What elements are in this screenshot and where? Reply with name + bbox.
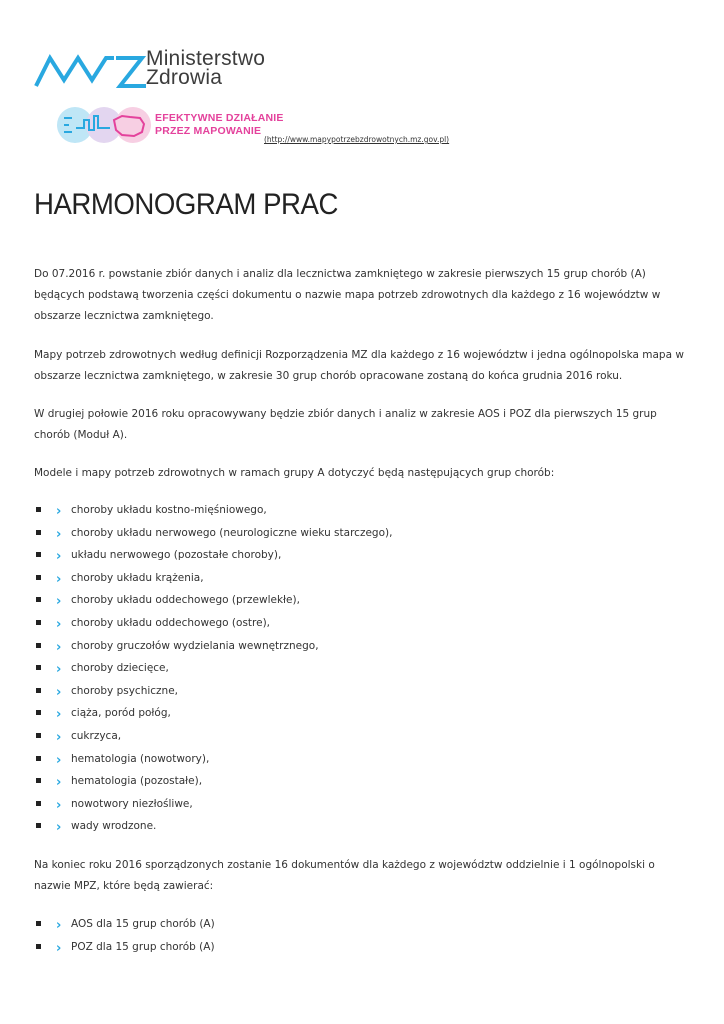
chevron-right-icon: ›: [56, 729, 62, 745]
square-bullet-icon: [36, 733, 41, 738]
chevron-right-icon: ›: [56, 594, 62, 610]
list-item-text: choroby układu krążenia,: [71, 571, 204, 584]
campaign-logo: [56, 106, 152, 144]
square-bullet-icon: [36, 552, 41, 557]
ministry-name-line1: Ministerstwo: [146, 47, 266, 70]
page-title: HARMONOGRAM PRAC: [34, 188, 338, 221]
square-bullet-icon: [36, 620, 41, 625]
chevron-right-icon: ›: [56, 526, 62, 542]
chevron-right-icon: ›: [56, 639, 62, 655]
square-bullet-icon: [36, 944, 41, 949]
list-item-text: wady wrodzone.: [71, 820, 157, 833]
campaign-line1: EFEKTYWNE DZIAŁANIE: [155, 112, 284, 124]
chevron-right-icon: ›: [56, 707, 62, 723]
list-item-text: układu nerwowego (pozostałe choroby),: [71, 549, 282, 562]
chevron-right-icon: ›: [56, 752, 62, 768]
paragraph-mpz-summary: Na koniec roku 2016 sporządzonych zostanie 16 dokumentów dla każdego z województw oddzielnie i 1 ogólnopolski o nazwie MPZ, które będą zawierać:: [34, 859, 655, 892]
square-bullet-icon: [36, 575, 41, 580]
source-link[interactable]: (http://www.mapypotrzebzdrowotnych.mz.gov.pl): [264, 135, 450, 144]
ministry-name-line2: Zdrowia: [146, 66, 223, 89]
square-bullet-icon: [36, 801, 41, 806]
list-item-text: choroby układu kostno-mięśniowego,: [71, 504, 267, 516]
paragraph-schedule-a: Do 07.2016 r. powstanie zbiór danych i analiz dla lecznictwa zamkniętego w zakresie pierwszych 15 grup chorób (A) będących podstawą tworzenia części dokumentu o nazwie mapa potrzeb zdrowotnych dla każdego z 16 województw w obszarze lecznictwa zamkniętego.: [34, 268, 661, 322]
campaign-line2: PRZEZ MAPOWANIE: [155, 125, 262, 137]
square-bullet-icon: [36, 710, 41, 715]
paragraph-disease-groups-intro: Modele i mapy potrzeb zdrowotnych w ramach grupy A dotyczyć będą następujących grup chorób:: [34, 467, 555, 479]
square-bullet-icon: [36, 756, 41, 761]
chevron-right-icon: ›: [56, 616, 62, 632]
list-item-text: AOS dla 15 grup chorób (A): [71, 918, 215, 930]
square-bullet-icon: [36, 665, 41, 670]
square-bullet-icon: [36, 688, 41, 693]
square-bullet-icon: [36, 921, 41, 926]
list-item-text: choroby gruczołów wydzielania wewnętrznego,: [71, 639, 319, 652]
square-bullet-icon: [36, 823, 41, 828]
square-bullet-icon: [36, 507, 41, 512]
chevron-right-icon: ›: [56, 504, 62, 519]
list-item-text: nowotwory niezłośliwe,: [71, 797, 193, 810]
ministry-name: [146, 49, 265, 87]
list-item-text: cukrzyca,: [71, 729, 122, 742]
list-item-text: choroby psychiczne,: [71, 684, 179, 697]
chevron-right-icon: ›: [56, 775, 62, 791]
ministry-logo: [34, 50, 146, 90]
chevron-right-icon: ›: [56, 684, 62, 700]
list-item-text: hematologia (pozostałe),: [71, 775, 203, 788]
chevron-right-icon: ›: [56, 820, 62, 836]
paragraph-maps-definition: Mapy potrzeb zdrowotnych według definicji Rozporządzenia MZ dla każdego z 16 województw i jedna ogólnopolska mapa w obszarze lecznictwa zamkniętego, w zakresie 30 grup chorób opracowane zostaną do końca grudnia 2016 roku.: [34, 349, 684, 382]
list-item-text: ciąża, poród połóg,: [71, 707, 171, 720]
list-item-text: choroby układu oddechowego (przewlekłe),: [71, 594, 300, 607]
square-bullet-icon: [36, 643, 41, 648]
chevron-right-icon: ›: [56, 549, 62, 565]
square-bullet-icon: [36, 597, 41, 602]
list-item-text: hematologia (nowotwory),: [71, 752, 210, 765]
square-bullet-icon: [36, 778, 41, 783]
chevron-right-icon: ›: [56, 797, 62, 813]
square-bullet-icon: [36, 530, 41, 535]
chevron-right-icon: ›: [56, 940, 62, 956]
chevron-right-icon: ›: [56, 918, 62, 933]
list-item-text: choroby układu nerwowego (neurologiczne wieku starczego),: [71, 526, 393, 539]
chevron-right-icon: ›: [56, 662, 62, 678]
paragraph-aos-poz: W drugiej połowie 2016 roku opracowywany będzie zbiór danych i analiz w zakresie AOS i POZ dla pierwszych 15 grup chorób (Moduł A).: [34, 408, 657, 441]
chevron-right-icon: ›: [56, 571, 62, 587]
list-item-text: POZ dla 15 grup chorób (A): [71, 940, 215, 953]
list-item-text: choroby układu oddechowego (ostre),: [71, 616, 271, 629]
list-item-text: choroby dziecięce,: [71, 662, 169, 675]
